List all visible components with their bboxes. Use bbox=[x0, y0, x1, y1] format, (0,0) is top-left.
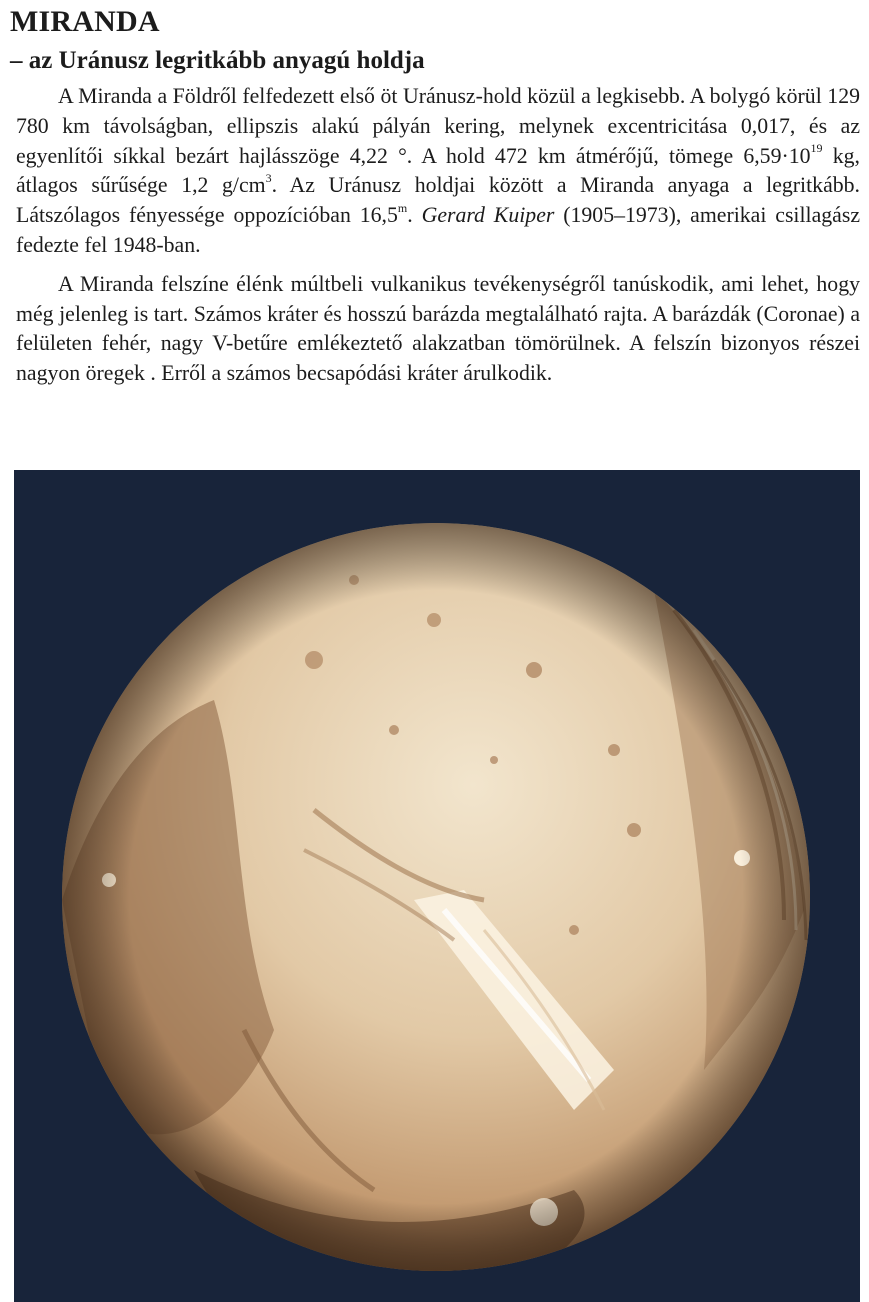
miranda-moon-illustration bbox=[14, 470, 860, 1302]
page-subtitle: – az Uránusz legritkább anyagú holdja bbox=[10, 47, 425, 74]
paragraph-surface: A Miranda felszíne élénk múltbeli vulkanikus tevékenységről tanúskodik, ami lehet, hogy még jelenleg is tart. Számos kráter és hosszú barázda megtalálható rajta. A barázdák (Coronae) a felületen fehér, nagy V-betűre emlékeztető alakzatban tömörülnek. A felszín bizonyos részei nagyon öregek . Erről a számos becsapódási kráter árulkodik. bbox=[16, 271, 860, 386]
density-exponent: 3 bbox=[265, 171, 272, 186]
text-segment: . Az Uránusz holdjai között a Miranda anyaga a legritkább. Látszólagos fényessége oppozícióban 16,5 bbox=[16, 173, 860, 228]
page-title: MIRANDA bbox=[10, 5, 160, 38]
text-segment: (1905–1973), amerikai csillagász fedezte fel 1948-ban. bbox=[16, 203, 860, 257]
miranda-photo bbox=[14, 470, 860, 1302]
magnitude-superscript: m bbox=[397, 200, 408, 215]
discoverer-name: Gerard Kuiper bbox=[421, 203, 555, 228]
article-body bbox=[16, 82, 860, 389]
text-segment: A Miranda a Földről felfedezett első öt Uránusz-hold közül a legkisebb. A bolygó körül 129 780 km távolságban, ellipszis alakú pályán kering, melynek excentricitása 0,017, és az egyenlítői síkkal bezárt hajlásszöge 4,22 °. A hold 472 km átmérőjű, tömege 6,59·10 bbox=[16, 84, 860, 168]
text-segment: kg, átlagos sűrűsége 1,2 g/cm bbox=[16, 143, 860, 198]
paragraph-physical-data bbox=[16, 82, 860, 261]
text-segment: . bbox=[407, 203, 422, 228]
mass-exponent: 19 bbox=[810, 141, 823, 156]
